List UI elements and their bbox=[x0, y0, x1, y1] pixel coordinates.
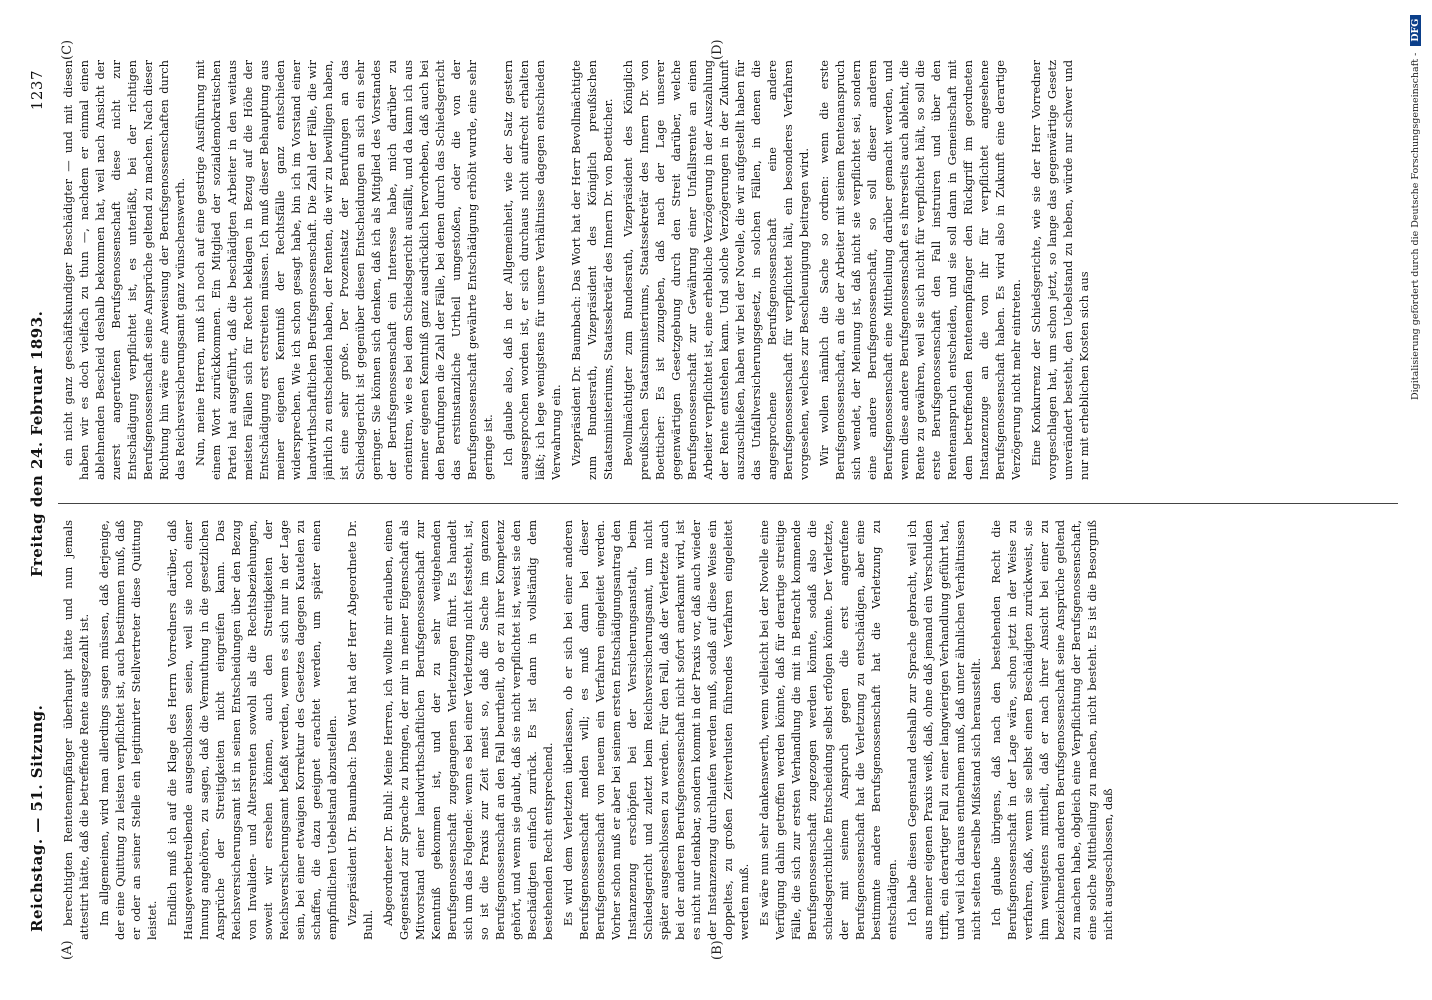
header-page-number: 1237 bbox=[28, 70, 46, 111]
paragraph: berechtigten Rentenempfänger überhaupt hätte und nun jemals attestirt hätte, daß die betreffende Rente ausgezahlt ist. bbox=[61, 520, 91, 940]
paragraph: Ich glaube übrigens, daß nach den bestehenden Recht die Berufsgenossenschaft in der Lage wäre, schon jetzt in der Weise zu verfahren, daß, wenn sie selbst einen Beschädigten zurückweist, sie ihm wenigstens mittheilt, daß er nach ihrer Ansicht bei einer zu bezeichnenden anderen Berufsgenossenschaft seine Ansprüche geltend zu machen habe, obgleich eine Verpflichtung der Berufsgenossenschaft, eine solche Mittheilung zu machen, nicht besteht. Es ist die Besorgniß nicht ausgeschlossen, daß bbox=[989, 520, 1115, 940]
left-text-column bbox=[60, 520, 1400, 940]
credit-text: Digitalisierung gefördert durch die Deutsche Forschungsgemeinschaft - bbox=[1410, 52, 1421, 400]
paragraph: Ich habe diesen Gegenstand deshalb zur Sprache gebracht, weil ich aus meiner eigenen Praxis weiß, daß, ohne daß jemand ein Verschulden trifft, ein derartiger Fall zu einer langwierigen Verhandlung geführt hat, und weil ich daraus entnehmen muß, daß unter ähnlichen Verhältnissen nicht selten derselbe Mißstand sich herausstellt. bbox=[905, 520, 983, 940]
right-text-column bbox=[60, 60, 1400, 480]
speaker-paragraph: Vizepräsident Dr. Baumbach: Das Wort hat der Herr Abgeordnete Dr. Buhl. bbox=[345, 520, 375, 940]
column-divider bbox=[58, 503, 1398, 504]
paragraph: Abgeordneter Dr. Buhl: Meine Herren, ich wollte mir erlauben, einen Gegenstand zur Sprache zu bringen, der mir in meiner Eigenschaft als Mitvorstand einer landwirthschaftlichen Berufsgenossenschaft zur Kenntniß gekommen ist, und der zu sehr weitgehenden Berufsgenossenschaft zugegangenen Verletzungen führt. Es handelt sich um das Folgende: wenn es bei einer Verletzung nicht feststeht, ist, so ist die Praxis zur Zeit meist so, daß die Sache im ganzen Berufsgenossenschaft an den Fall beurtheilt, ob er zu ihrer Kompetenz gehört, und wenn sie glaubt, daß sie nicht verpflichtet ist, weist sie den Beschädigten einfach zurück. Es ist dann in vollständig dem bestehenden Recht entsprechend. bbox=[381, 520, 555, 940]
margin-marker-b: (B) bbox=[710, 940, 725, 960]
paragraph: Ich glaube also, daß in der Allgemeinheit, wie der Satz gestern ausgesprochen worden ist, er sich durchaus nicht aufrecht erhalten läßt; ich lege wenigstens für unsere Verhältnisse dagegen entschieden Verwahrung ein. bbox=[501, 60, 563, 480]
paragraph: Im allgemeinen, wird man allerdings sagen müssen, daß derjenige, der eine Quittung zu leisten verpflichtet ist, auch bestimmen muß, daß er oder an seiner Stelle ein legitimirter Stellvertreter diese Quittung leistet. bbox=[97, 520, 159, 940]
paragraph: Eine Konkurrenz der Schiedsgerichte, wie sie der Herr Vorredner vorgeschlagen hat, um schon jetzt, so lange das gegenwärtige Gesetz unverändert besteht, den Uebelstand zu heben, würde nur schwer und nur mit erheblichen Kosten sich aus bbox=[1029, 60, 1091, 480]
page-header bbox=[24, 30, 54, 972]
paragraph: Es wäre nun sehr dankenswerth, wenn vielleicht bei der Novelle eine Verfügung dahin getroffen werden könnte, daß für derartige streitige Fälle, die sich zur ersten Verhandlung die mit in Betracht kommende Berufsgenossenschaft zugezogen werden könnte, sodaß also die schiedsgerichtliche Entscheidung selbst erfolgen könnte. Der Verletzte, der mit seinem Anspruch gegen die erst angerufene Berufsgenossenschaft hat die Verletzung zu entschädigen, aber eine bestimmte andere Berufsgenossenschaft hat die Verletzung zu entschädigen. bbox=[757, 520, 899, 940]
paragraph: ein nicht ganz geschäftskundiger Beschädigter — und mit diesen haben wir es doch vielfach zu thun —, nachdem er einmal einen ablehnenden Bescheid deshalb bekommen hat, weil nach Ansicht der zuerst angerufenen Berufsgenossenschaft diese nicht zur Entschädigung verpflichtet ist, es unterläßt, bei der richtigen Berufsgenossenschaft seine Ansprüche geltend zu machen. Nach dieser Richtung hin wäre eine Anweisung der Berufsgenossenschaften durch das Reichsversicherungsamt ganz wünschenswerth. bbox=[61, 60, 187, 480]
margin-marker-c: (C) bbox=[60, 39, 75, 60]
paragraph: Bevollmächtigter zum Bundesrath, Vizepräsident des Königlich preußischen Staatsministeriums, Staatssekretär des Innern Dr. von Boetticher: Es ist zuzugeben, daß nach der Lage unserer gegenwärtigen Gesetzgebung durch den Streit darüber, welche Berufsgenossenschaft zur Gewährung einer Unfallsrente an einen Arbeiter verpflichtet ist, eine erhebliche Verzögerung in der Auszahlung der Rente entstehen kann. Und solche Verzögerungen in der Zukunft auszuschließen, haben wir bei der Novelle, die wir aufgestellt haben für das Unfallversicherungsgesetz, in solchen Fällen, in denen die angesprochene Berufsgenossenschaft eine andere Berufsgenossenschaft für verpflichtet hält, ein besonderes Verfahren vorgesehen, welches zur Beschleunigung beitragen wird. bbox=[621, 60, 811, 480]
paragraph: Nun, meine Herren, muß ich noch auf eine gestrige Ausführung mit einem Wort zurückkommen. Ein Mitglied der sozialdemokratischen Partei hat ausgeführt, daß die beschädigten Arbeiter in den weitaus meisten Fällen sich für Recht beklagen in Bezug auf die Höhe der Entschädigung erst erstreiten müssen. Ich muß dieser Behauptung aus meiner eigenen Kenntniß der Rechtsfälle ganz entschieden widersprechen. Wie ich schon gesagt habe, bin ich im Vorstand einer landwirthschaftlichen Berufsgenossenschaft. Die Zahl der Fälle, die wir jährlich zu entscheiden haben, der Renten, die wir zu bewilligen haben, ist eine sehr große. Der Prozentsatz der Berufungen an das Schiedsgericht ist gegenüber diesen Entscheidungen an sich ein sehr geringer. Sie können sich denken, daß ich als Mitglied des Vorstandes der Berufsgenossenschaft ein Interesse habe, mich darüber zu orientiren, wie es bei dem Schiedsgericht ausfällt, und da kann ich aus meiner eigenen Kenntniß ganz ausdrücklich hervorheben, daß auch bei den Berufungen die Zahl der Fälle, bei denen durch das Schiedsgericht das erstinstanzliche Urtheil umgestoßen, oder die von der Berufsgenossenschaft gewährte Entschädigung erhöht wurde, eine sehr geringe ist. bbox=[193, 60, 495, 480]
header-session: Reichstag. — 51. Sitzung. bbox=[28, 704, 46, 932]
digitization-credit bbox=[1410, 15, 1421, 400]
dfg-logo: DFG bbox=[1410, 15, 1421, 46]
speaker-paragraph: Vizepräsident Dr. Baumbach: Das Wort hat der Herr Bevollmächtigte zum Bundesrath, Vizepräsident des Königlich preußischen Staatsministeriums, Staatssekretär des Innern Dr. von Boetticher. bbox=[569, 60, 615, 480]
header-date: Freitag den 24. Februar 1893. bbox=[28, 310, 46, 577]
paragraph: Endlich muß ich auf die Klage des Herrn Vorredners darüber, daß Hausgewerbetreibende ausgeschlossen seien, weil sie noch einer Innung angehören, zu sagen, daß die Vermuthung in die gesetzlichen Ansprüche der Streitigkeiten nicht eingreifen kann. Das Reichsversicherungsamt ist in seinen Entscheidungen über den Bezug von Invaliden- und Altersrenten sowohl als die Rechtsbeziehungen, soweit wir ersehen können, auch den Streitigkeiten der Reichsversicherungsamt befaßt werden, wenn es sich nur in der Lage sein, bei einer etwaigen Korrektur des Gesetzes dagegen Kautelen zu schaffen, die dazu geeignet erachtet werden, um später einen empfindlichen Uebelstand abzustellen. bbox=[165, 520, 339, 940]
paragraph: Es wird dem Verletzten überlassen, ob er sich bei einer anderen Berufsgenossenschaft melden will; es muß dann bei dieser Berufsgenossenschaft von neuem ein Verfahren eingeleitet werden. Vorher schon muß er aber bei seinem ersten Entschädigungsantrag den Instanzenzug erschöpfen bei der Versicherungsanstalt, beim Schiedsgericht und zuletzt beim Reichsversicherungsamt, um nicht später ausgeschlossen zu werden. Für den Fall, daß der Verletzte auch bei der anderen Berufsgenossenschaft nicht sofort anerkannt wird, ist es nicht nur denkbar, sondern kommt in der Praxis vor, daß auch wieder der Instanzenzug durchlaufen werden muß, sodaß auf diese Weise ein doppeltes, zu großen Zeitverlusten führendes Verfahren eingeleitet werden muß. bbox=[561, 520, 751, 940]
margin-marker-a: (A) bbox=[60, 940, 75, 960]
margin-marker-d: (D) bbox=[710, 39, 725, 60]
paragraph: Wir wollen nämlich die Sache so ordnen: wenn die erste Berufsgenossenschaft, an die der Arbeiter mit seinem Rentenanspruch sich wendet, der Meinung ist, daß nicht sie verpflichtet sei, sondern eine andere Berufsgenossenschaft, so soll dieser anderen Berufsgenossenschaft eine Mittheilung darüber gemacht werden, und wenn diese andere Berufsgenossenschaft es ihrerseits auch ablehnt, die Rente zu gewähren, weil sie sich nicht für verpflichtet hält, so soll die erste Berufsgenossenschaft den Fall instruiren und über den Rentenanspruch entscheiden, und sie soll dann in Gemeinschaft mit dem betreffenden Rentenempfänger den Rückgriff im geordneten Instanzenzuge an die von ihr für verpflichtet angesehene Berufsgenossenschaft haben. Es wird also in Zukunft eine derartige Verzögerung nicht mehr eintreten. bbox=[817, 60, 1023, 480]
